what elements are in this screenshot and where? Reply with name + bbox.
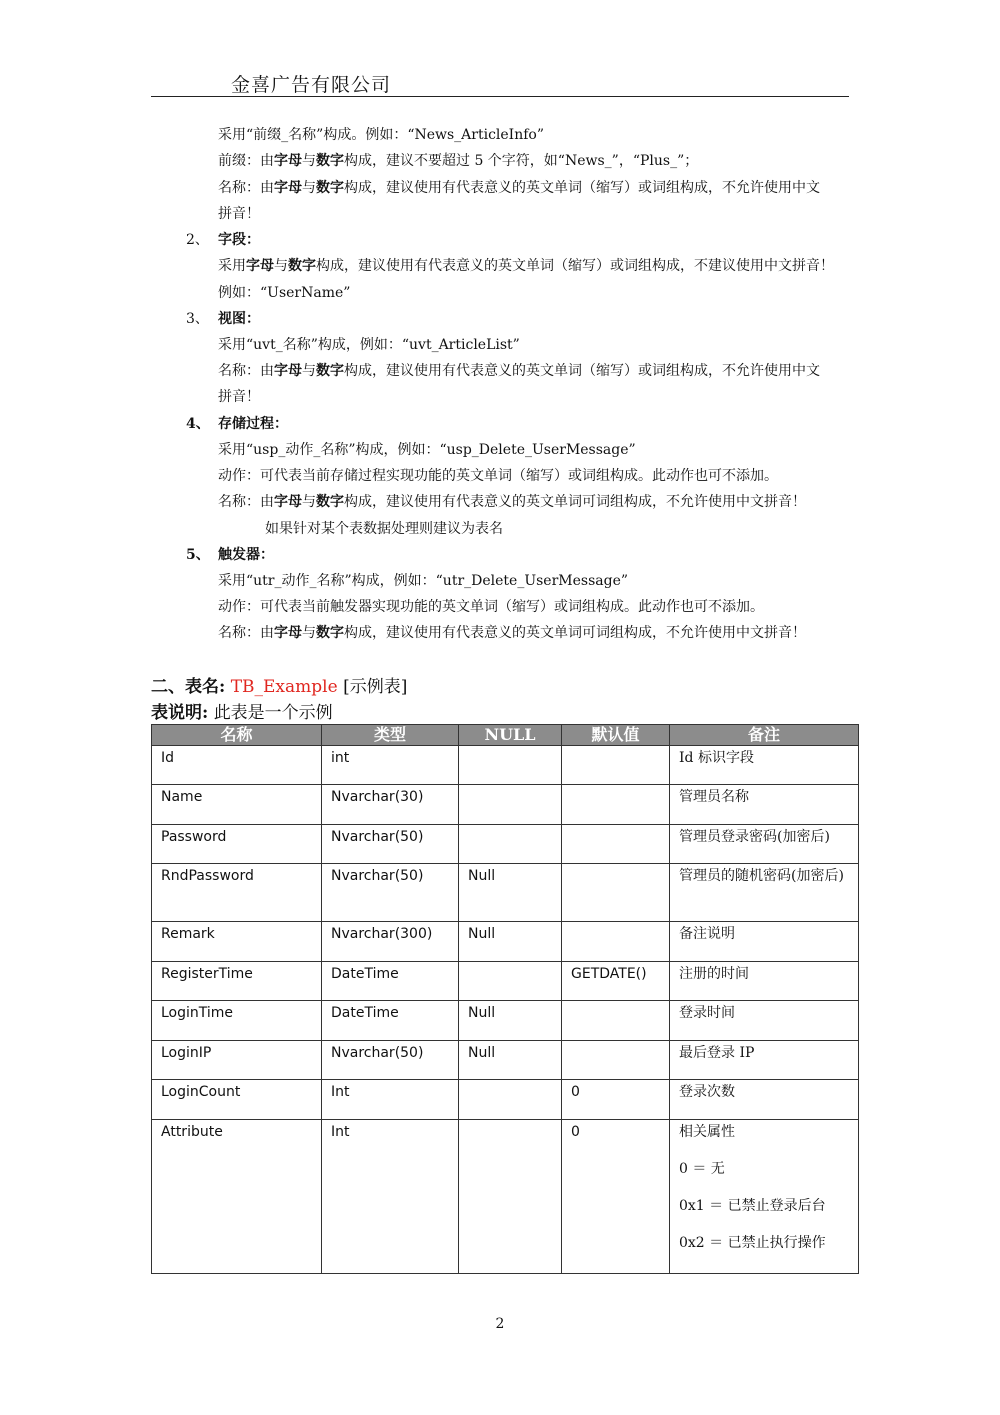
cell-name: Remark <box>152 922 322 962</box>
cell-name: RndPassword <box>152 864 322 922</box>
cell-note: Id 标识字段 <box>670 746 859 785</box>
cell-type: Int <box>322 1080 459 1120</box>
cell-note <box>670 1120 859 1274</box>
cell-note: 注册的时间 <box>670 962 859 1001</box>
cell-note: 管理员名称 <box>670 785 859 825</box>
header-default: 默认值 <box>562 725 670 746</box>
trigger-heading: 触发器： <box>218 547 274 563</box>
cell-name: RegisterTime <box>152 962 322 1001</box>
header-type: 类型 <box>322 725 459 746</box>
trigger-rule-action: 动作：可代表当前触发器实现功能的英文单词（缩写）或词组构成。此动作也可不添加。 <box>218 599 764 615</box>
cell-default <box>562 1041 670 1080</box>
cell-name: Password <box>152 825 322 864</box>
table-section-title: 二、表名: TB_Example [示例表] <box>151 677 408 697</box>
table-row <box>152 962 859 1001</box>
cell-note: 登录次数 <box>670 1080 859 1120</box>
cell-type: Nvarchar(50) <box>322 1041 459 1080</box>
section-number: 3、 <box>186 311 209 327</box>
table-name: TB_Example <box>230 677 338 697</box>
cell-name: Id <box>152 746 322 785</box>
view-heading: 视图： <box>218 311 260 327</box>
page-number: 2 <box>495 1316 505 1332</box>
cell-type: Int <box>322 1120 459 1274</box>
section-number: 2、 <box>186 232 209 248</box>
note-option: 0x1 ＝ 已禁止登录后台 <box>679 1198 826 1214</box>
cell-name: LoginIP <box>152 1041 322 1080</box>
cell-null <box>459 746 562 785</box>
cell-null <box>459 785 562 825</box>
proc-rule-name: 名称：由字母与数字构成，建议使用有代表意义的英文单词可词组构成，不允许使用中文拼音！ <box>218 494 806 510</box>
cell-type: DateTime <box>322 1001 459 1041</box>
cell-name: LoginCount <box>152 1080 322 1120</box>
cell-default <box>562 825 670 864</box>
cell-null <box>459 962 562 1001</box>
header-null: NULL <box>459 725 562 746</box>
cell-note: 管理员的随机密码(加密后) <box>670 864 859 922</box>
cell-type: DateTime <box>322 962 459 1001</box>
proc-heading: 存储过程： <box>218 416 288 432</box>
cell-null <box>459 1080 562 1120</box>
view-rule-name-cont: 拼音！ <box>218 389 260 405</box>
cell-note: 备注说明 <box>670 922 859 962</box>
note-text: 相关属性 <box>679 1124 735 1140</box>
table-row <box>152 922 859 962</box>
table-row <box>152 825 859 864</box>
proc-rule-format: 采用“usp_动作_名称”构成，例如：“usp_Delete_UserMessage” <box>218 442 636 458</box>
cell-null: Null <box>459 922 562 962</box>
field-rule: 采用字母与数字构成，建议使用有代表意义的英文单词（缩写）或词组构成，不建议使用中文拼音！ <box>218 258 834 274</box>
schema-table <box>151 724 859 1274</box>
cell-default <box>562 864 670 922</box>
header-divider <box>151 96 849 97</box>
view-rule-format: 采用“uvt_名称”构成，例如：“uvt_ArticleList” <box>218 337 520 353</box>
table-row <box>152 1080 859 1120</box>
cell-type: int <box>322 746 459 785</box>
view-rule-name: 名称：由字母与数字构成，建议使用有代表意义的英文单词（缩写）或词组构成，不允许使用中文 <box>218 363 820 379</box>
header-note: 备注 <box>670 725 859 746</box>
table-rule-format: 采用“前缀_名称”构成。例如：“News_ArticleInfo” <box>218 127 544 143</box>
cell-name: Attribute <box>152 1120 322 1274</box>
cell-type: Nvarchar(300) <box>322 922 459 962</box>
cell-default <box>562 785 670 825</box>
cell-name: Name <box>152 785 322 825</box>
cell-null: Null <box>459 1041 562 1080</box>
cell-default: 0 <box>562 1120 670 1274</box>
field-example: 例如：“UserName” <box>218 285 351 301</box>
cell-type: Nvarchar(30) <box>322 785 459 825</box>
trigger-rule-format: 采用“utr_动作_名称”构成，例如：“utr_Delete_UserMessage” <box>218 573 629 589</box>
proc-rule-note: 如果针对某个表数据处理则建议为表名 <box>265 521 503 537</box>
proc-rule-action: 动作：可代表当前存储过程实现功能的英文单词（缩写）或词组构成。此动作也可不添加。 <box>218 468 778 484</box>
cell-default <box>562 1001 670 1041</box>
cell-null: Null <box>459 864 562 922</box>
cell-default <box>562 922 670 962</box>
table-row <box>152 1041 859 1080</box>
table-row <box>152 785 859 825</box>
company-header: 金喜广告有限公司 <box>231 74 392 96</box>
table-row <box>152 864 859 922</box>
table-rule-name-cont: 拼音！ <box>218 206 260 222</box>
cell-note: 登录时间 <box>670 1001 859 1041</box>
cell-default: 0 <box>562 1080 670 1120</box>
section-number: 4、 <box>186 416 210 432</box>
table-rule-name: 名称：由字母与数字构成，建议使用有代表意义的英文单词（缩写）或词组构成，不允许使用中文 <box>218 180 820 196</box>
cell-default <box>562 746 670 785</box>
trigger-rule-name: 名称：由字母与数字构成，建议使用有代表意义的英文单词可词组构成，不允许使用中文拼音！ <box>218 625 806 641</box>
note-option: 0x2 ＝ 已禁止执行操作 <box>679 1235 826 1251</box>
table-row <box>152 1120 859 1274</box>
table-rule-prefix: 前缀：由字母与数字构成，建议不要超过 5 个字符，如“News_”，“Plus_”； <box>218 153 699 169</box>
cell-type: Nvarchar(50) <box>322 825 459 864</box>
cell-name: LoginTime <box>152 1001 322 1041</box>
header-name: 名称 <box>152 725 322 746</box>
cell-type: Nvarchar(50) <box>322 864 459 922</box>
cell-default: GETDATE() <box>562 962 670 1001</box>
table-description: 表说明: 此表是一个示例 <box>151 703 333 723</box>
cell-null <box>459 825 562 864</box>
table-row <box>152 1001 859 1041</box>
table-row <box>152 746 859 785</box>
cell-null: Null <box>459 1001 562 1041</box>
cell-null <box>459 1120 562 1274</box>
section-number: 5、 <box>186 547 210 563</box>
cell-note: 最后登录 IP <box>670 1041 859 1080</box>
note-option: 0 ＝ 无 <box>679 1161 725 1177</box>
field-heading: 字段： <box>218 232 260 248</box>
cell-note: 管理员登录密码(加密后) <box>670 825 859 864</box>
table-header-row <box>152 725 859 746</box>
